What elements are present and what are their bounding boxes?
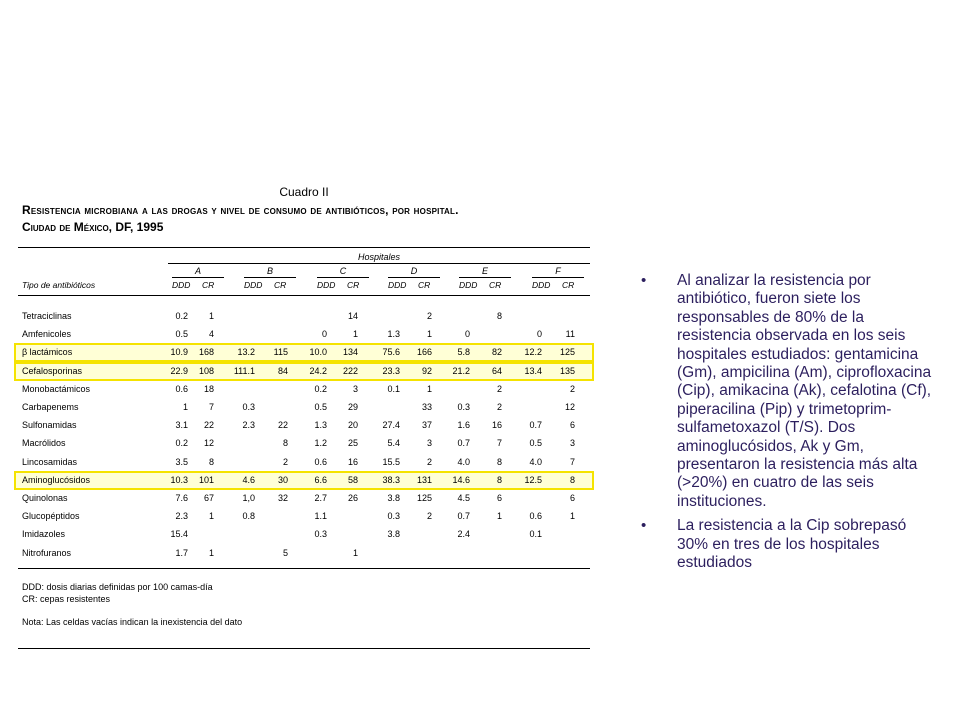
cell-cr: 2: [426, 511, 432, 522]
hospital-a-label: A: [194, 266, 201, 276]
row-label: Monobactámicos: [22, 383, 91, 394]
cell-ddd: 4.5: [457, 493, 470, 503]
cell-cr: 1: [569, 511, 575, 522]
cell-ddd: 0.6: [314, 456, 327, 467]
cell-ddd: 6.6: [314, 474, 327, 485]
cell-cr: 108: [198, 365, 214, 376]
cell-ddd: 3.1: [175, 420, 188, 431]
hospital-c-label: C: [339, 266, 347, 276]
col-cr-header: CR: [418, 280, 431, 290]
cell-ddd: 0.2: [314, 383, 327, 394]
note-cr: CR: cepas resistentes: [22, 594, 111, 604]
hospitals-rule: [168, 263, 590, 264]
cell-cr: 2: [496, 402, 502, 412]
bullet-dot-icon: •: [641, 517, 647, 535]
cell-ddd: 21.2: [452, 365, 470, 376]
cell-ddd: 0: [321, 329, 327, 340]
hospital-group-rule: [532, 277, 584, 278]
hospital-group-rule: [317, 277, 369, 278]
cell-cr: 8: [496, 474, 502, 485]
bullet-text: La resistencia a la Cip sobrepasó 30% en tres de los hospitales estudiados: [677, 517, 907, 572]
cell-cr: 1: [426, 383, 432, 394]
cell-cr: 22: [277, 420, 288, 431]
row-label: Glucopéptidos: [22, 511, 80, 522]
cell-ddd: 12.5: [524, 474, 542, 485]
cell-ddd: 0.7: [529, 420, 542, 431]
row-label: Sulfonamidas: [22, 420, 77, 431]
cell-cr: 29: [347, 402, 358, 412]
cell-cr: 82: [491, 347, 502, 358]
cell-cr: 16: [347, 456, 358, 467]
cell-ddd: 22.9: [170, 365, 188, 376]
table-subtitle: Ciudad de México, DF, 1995: [22, 220, 164, 234]
cell-ddd: 10.9: [170, 347, 188, 358]
text-panel: [630, 272, 936, 579]
bullet-text: Al analizar la resistencia por antibiótico, fueron siete los responsables de 80% de la resistencia observada en los seis hospitales estudiados: gentamicina (Gm), ampicilina (Am), ciprofloxacina (Cip), amikacina (Ak), cefalotina (Cf), piperacilina (Pip) y trimetoprim-sulfametoxazol (T/S). Dos aminoglucósidos, Ak y Gm, presentaron la resistencia más alta (>20%) en cuatro de las seis instituciones.: [677, 272, 932, 510]
cell-ddd: 0.2: [175, 438, 188, 449]
cell-ddd: 0: [464, 329, 470, 340]
cell-cr: 135: [559, 365, 575, 376]
cell-cr: 37: [421, 420, 432, 431]
cell-ddd: 0.5: [175, 329, 188, 340]
cell-cr: 2: [282, 456, 288, 467]
cell-cr: 26: [347, 493, 358, 503]
header-bottom-rule: [18, 295, 590, 296]
cell-cr: 1: [496, 511, 502, 522]
table-bottom-rule: [18, 568, 590, 569]
cell-cr: 67: [203, 493, 214, 503]
cell-ddd: 24.2: [309, 365, 327, 376]
cell-ddd: 1.3: [387, 329, 400, 340]
resistance-table-figure: [18, 185, 590, 651]
cell-ddd: 3.8: [387, 529, 400, 540]
cell-ddd: 13.4: [524, 365, 542, 376]
cell-ddd: 0.3: [387, 511, 400, 522]
cell-cr: 6: [569, 420, 575, 431]
cell-ddd: 75.6: [382, 347, 400, 358]
cell-ddd: 1.1: [314, 511, 327, 522]
cell-cr: 1: [426, 329, 432, 340]
col-cr-header: CR: [202, 280, 215, 290]
cell-cr: 12: [564, 402, 575, 412]
col-ddd-header: DDD: [244, 280, 263, 290]
cell-cr: 125: [559, 347, 575, 358]
cell-ddd: 15.5: [382, 456, 400, 467]
hospital-group-rule: [172, 277, 224, 278]
cell-cr: 5: [282, 547, 288, 558]
row-label: Tetraciclinas: [22, 311, 72, 321]
cell-cr: 115: [273, 347, 288, 358]
cell-cr: 16: [491, 420, 502, 431]
cell-ddd: 12.2: [524, 347, 542, 358]
cell-ddd: 10.0: [309, 347, 327, 358]
cell-cr: 1: [208, 311, 214, 321]
col-ddd-header: DDD: [317, 280, 336, 290]
cell-cr: 3: [426, 438, 432, 449]
cell-cr: 8: [282, 438, 288, 449]
cell-cr: 8: [208, 456, 214, 467]
hospital-group-rule: [388, 277, 440, 278]
row-label: Carbapenems: [22, 402, 79, 412]
cell-ddd: 0.3: [242, 402, 255, 412]
cell-cr: 18: [203, 383, 214, 394]
col-ddd-header: DDD: [388, 280, 407, 290]
cell-ddd: 7.6: [175, 493, 188, 503]
row-label: Lincosamidas: [22, 456, 78, 467]
bullet-list: [630, 272, 936, 573]
cell-cr: 2: [426, 456, 432, 467]
cell-cr: 7: [569, 456, 575, 467]
cell-cr: 125: [416, 493, 432, 503]
row-label: Quinolonas: [22, 493, 68, 503]
cell-ddd: 1: [182, 402, 188, 412]
cell-cr: 64: [491, 365, 502, 376]
cell-cr: 134: [342, 347, 358, 358]
cell-ddd: 38.3: [382, 474, 400, 485]
hospital-f-label: F: [555, 266, 561, 276]
cell-cr: 22: [203, 420, 214, 431]
cell-ddd: 4.0: [529, 456, 542, 467]
note-ddd: DDD: dosis diarias definidas por 100 camas-día: [22, 582, 213, 592]
cell-ddd: 2.3: [175, 511, 188, 522]
cell-cr: 2: [426, 311, 432, 321]
row-label: Amfenicoles: [22, 329, 72, 340]
table-number: Cuadro II: [279, 185, 329, 199]
cell-ddd: 15.4: [170, 529, 188, 540]
col-cr-header: CR: [489, 280, 502, 290]
cell-cr: 92: [421, 365, 432, 376]
cell-ddd: 27.4: [382, 420, 400, 431]
cell-ddd: 0.7: [457, 438, 470, 449]
cell-ddd: 111.1: [233, 365, 255, 376]
row-label: Aminoglucósidos: [22, 474, 91, 485]
note-empty-cells: Nota: Las celdas vacías indican la inexistencia del dato: [22, 617, 243, 627]
cell-cr: 84: [277, 365, 288, 376]
hospitals-label: Hospitales: [357, 252, 401, 262]
cell-ddd: 0.2: [175, 311, 188, 321]
cell-ddd: 5.4: [387, 438, 400, 449]
col-ddd-header: DDD: [459, 280, 478, 290]
notes-bottom-rule: [18, 648, 590, 649]
cell-cr: 11: [565, 329, 575, 340]
row-header: Tipo de antibióticos: [22, 280, 96, 290]
cell-cr: 4: [208, 329, 214, 340]
cell-cr: 58: [347, 474, 358, 485]
row-label: β lactámicos: [22, 347, 73, 358]
cell-ddd: 1.7: [175, 547, 188, 558]
cell-ddd: 2.4: [457, 529, 470, 540]
cell-ddd: 0.5: [529, 438, 542, 449]
col-ddd-header: DDD: [532, 280, 551, 290]
bullet-dot-icon: •: [641, 272, 647, 289]
cell-ddd: 3.5: [175, 456, 188, 467]
cell-ddd: 1.6: [457, 420, 470, 431]
cell-cr: 1: [208, 547, 214, 558]
cell-ddd: 2.7: [314, 493, 327, 503]
cell-ddd: 5.8: [457, 347, 470, 358]
cell-cr: 25: [347, 438, 358, 449]
cell-ddd: 13.2: [237, 347, 255, 358]
cell-ddd: 0.3: [314, 529, 327, 540]
cell-cr: 6: [496, 493, 502, 503]
cell-ddd: 0.6: [529, 511, 542, 522]
cell-cr: 32: [277, 493, 288, 503]
col-cr-header: CR: [347, 280, 360, 290]
cell-cr: 3: [352, 383, 358, 394]
hospital-group-rule: [244, 277, 296, 278]
cell-cr: 8: [496, 456, 502, 467]
cell-cr: 1: [352, 329, 358, 340]
table-title: Resistencia microbiana a las drogas y nivel de consumo de antibióticos, por hospital.: [22, 203, 459, 217]
cell-cr: 7: [496, 438, 502, 449]
cell-cr: 2: [569, 383, 575, 394]
row-label: Cefalosporinas: [22, 365, 83, 376]
cell-cr: 8: [496, 311, 502, 321]
cell-ddd: 0.3: [457, 402, 470, 412]
bullet-item: [630, 517, 936, 572]
cell-cr: 33: [421, 402, 432, 412]
cell-cr: 3: [569, 438, 575, 449]
hospital-group-rule: [459, 277, 511, 278]
cell-ddd: 0.5: [314, 402, 327, 412]
col-cr-header: CR: [274, 280, 287, 290]
cell-cr: 8: [569, 474, 575, 485]
cell-cr: 222: [342, 365, 358, 376]
cell-cr: 14: [347, 311, 358, 321]
cell-cr: 2: [496, 383, 502, 394]
cell-cr: 20: [347, 420, 358, 431]
cell-ddd: 1.2: [314, 438, 327, 449]
cell-ddd: 0.1: [387, 383, 400, 394]
cell-cr: 168: [198, 347, 214, 358]
hospital-e-label: E: [481, 266, 488, 276]
cell-cr: 131: [416, 474, 432, 485]
row-label: Macrólidos: [22, 438, 66, 449]
cell-ddd: 4.0: [457, 456, 470, 467]
col-ddd-header: DDD: [172, 280, 191, 290]
bullet-item: [630, 272, 936, 511]
hospital-d-label: D: [410, 266, 418, 276]
cell-ddd: 4.6: [242, 474, 255, 485]
cell-cr: 12: [203, 438, 214, 449]
cell-ddd: 0.1: [529, 529, 542, 540]
table-top-rule: [18, 247, 590, 248]
cell-cr: 1: [352, 547, 358, 558]
col-cr-header: CR: [562, 280, 575, 290]
row-label: Nitrofuranos: [22, 547, 72, 558]
cell-ddd: 0.7: [457, 511, 470, 522]
cell-ddd: 10.3: [170, 474, 188, 485]
cell-ddd: 0.8: [242, 511, 255, 522]
cell-cr: 30: [277, 474, 288, 485]
cell-ddd: 1,0: [242, 493, 255, 503]
cell-ddd: 14.6: [452, 474, 470, 485]
cell-cr: 1: [208, 511, 214, 522]
cell-ddd: 3.8: [387, 493, 400, 503]
cell-ddd: 0.6: [175, 383, 188, 394]
cell-cr: 166: [416, 347, 432, 358]
row-label: Imidazoles: [22, 529, 66, 540]
cell-ddd: 1.3: [314, 420, 327, 431]
cell-ddd: 0: [536, 329, 542, 340]
cell-cr: 7: [208, 402, 214, 412]
cell-ddd: 2.3: [242, 420, 255, 431]
cell-cr: 6: [569, 493, 575, 503]
cell-ddd: 23.3: [382, 365, 400, 376]
hospital-b-label: B: [266, 266, 273, 276]
cell-cr: 101: [198, 474, 214, 485]
